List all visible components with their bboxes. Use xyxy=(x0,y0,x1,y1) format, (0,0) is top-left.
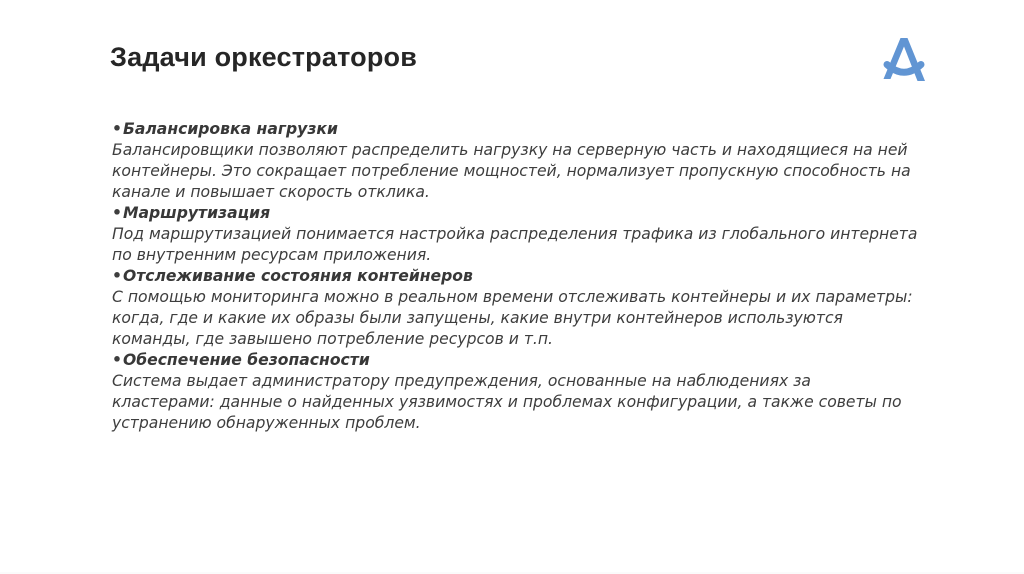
section-heading: Маршрутизация xyxy=(122,204,271,222)
bullet-section xyxy=(112,119,918,203)
section-body: Под маршрутизацией понимается настройка распределения трафика из глобального интернета по внутренним ресурсам приложения. xyxy=(112,225,918,264)
bullet-section xyxy=(112,266,918,350)
section-body: С помощью мониторинга можно в реальном времени отслеживать контейнеры и их параметры: когда, где и какие их образы были запущены, какие внутри контейнеров используются команды, где завышено потребление ресурсов и т.п. xyxy=(112,288,913,348)
section-heading-line xyxy=(112,266,918,287)
section-heading: Отслеживание состояния контейнеров xyxy=(122,267,473,285)
section-body: Балансировщики позволяют распределить нагрузку на серверную часть и находящиеся на ней контейнеры. Это сокращает потребление мощностей, нормализует пропускную способность на канале и повышает скорость отклика. xyxy=(112,141,911,201)
bullet-marker: • xyxy=(112,204,122,222)
slide-body-text xyxy=(112,119,918,434)
bullet-section xyxy=(112,203,918,266)
bullet-marker: • xyxy=(112,351,122,369)
bullet-marker: • xyxy=(112,267,122,285)
section-heading-line xyxy=(112,119,918,140)
bullet-section xyxy=(112,350,918,434)
bullet-marker: • xyxy=(112,120,122,138)
section-heading: Обеспечение безопасности xyxy=(122,351,370,369)
section-heading-line xyxy=(112,350,918,371)
section-heading: Балансировка нагрузки xyxy=(122,120,338,138)
page-title: Задачи оркестраторов xyxy=(110,42,418,72)
section-body: Система выдает администратору предупреждения, основанные на наблюдениях за кластерами: данные о найденных уязвимостях и проблемах конфигурации, а также советы по устранению обнаруженных проблем. xyxy=(112,372,902,432)
section-heading-line xyxy=(112,203,918,224)
brand-logo-a-icon xyxy=(881,35,927,81)
